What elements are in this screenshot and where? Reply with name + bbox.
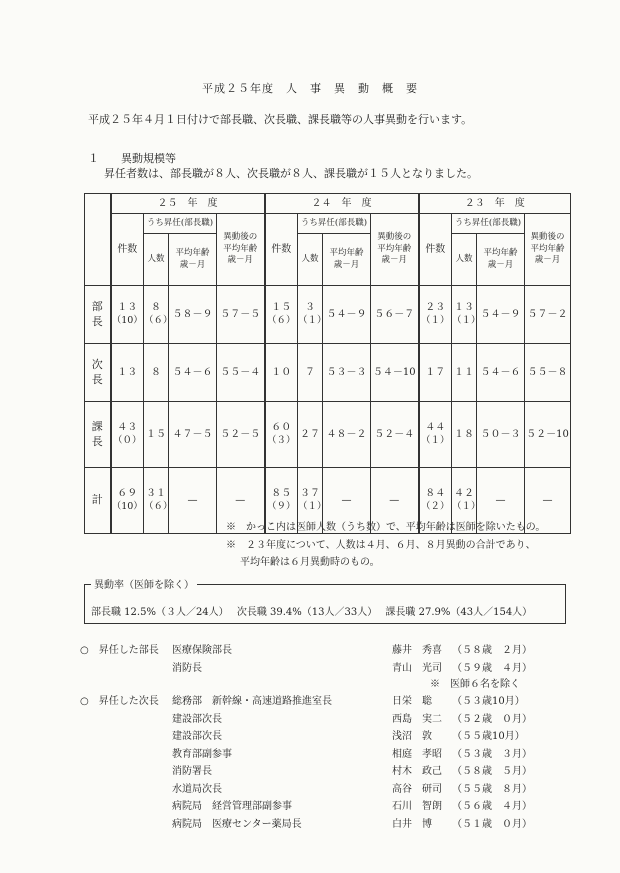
person-name: 青山 光司 <box>392 663 442 674</box>
people-header: 人数 <box>452 234 477 286</box>
people-value: ３ <box>305 302 315 314</box>
doctor-count: （10） <box>111 500 143 512</box>
doctor-count: （１） <box>420 434 450 446</box>
person-age: （５６歳 ４月） <box>452 801 532 812</box>
transfer-rate-title: 異動率（医師を除く） <box>91 576 197 591</box>
people-value: １８ <box>454 428 474 440</box>
avg-after-cell: — <box>525 468 571 534</box>
avg-after-cell: — <box>217 468 265 534</box>
people-value: １５ <box>146 428 166 440</box>
avg-age-cell: ４８－２ <box>323 402 371 468</box>
count-cell <box>265 402 298 468</box>
count-value: ４４ <box>425 422 446 434</box>
people-value: ８ <box>151 366 161 378</box>
person-name: 日栄 聡 <box>392 696 432 707</box>
people-cell <box>144 402 169 468</box>
table-row <box>85 344 571 402</box>
year-header: ２３ 年 度 <box>419 194 571 214</box>
doctor-count: （６） <box>266 314 296 326</box>
table-row <box>85 402 571 468</box>
section-body: 昇任者数は、部長職が８人、次長職が８人、課長職が１５人となりました。 <box>104 167 478 180</box>
avg-age-header: 平均年齢 歳－月 <box>169 234 217 286</box>
doctor-count: （１） <box>298 500 327 512</box>
people-value: ３７ <box>300 488 320 500</box>
count-value: １３ <box>117 302 138 314</box>
person-name: 浅沼 敦 <box>392 731 432 742</box>
promo-header: うち昇任(部長職) <box>452 214 525 234</box>
person-age: （５３歳10月） <box>452 696 525 707</box>
post-title: 消防署長 <box>172 766 212 777</box>
doctor-count: （６） <box>144 500 173 512</box>
row-label: 次 長 <box>85 344 111 402</box>
person-age: （５１歳 ０月） <box>452 818 532 830</box>
person-age: （５９歳 ４月） <box>452 663 532 674</box>
person-age: （５８歳 ５月） <box>452 766 532 777</box>
post-title: 水道局次長 <box>172 783 222 795</box>
year-header: ２４ 年 度 <box>265 194 419 214</box>
note-line: ※ ２３年度について、人数は４月、６月、８月異動の合計であり、 <box>226 540 536 551</box>
count-value: ８５ <box>271 488 292 500</box>
people-cell <box>452 286 481 344</box>
people-cell <box>452 402 477 468</box>
intro-paragraph: 平成２５年４月１日付けで部長職、次長職、課長職等の人事異動を行います。 <box>88 113 473 126</box>
person-age: （５２歳 ０月） <box>452 713 532 725</box>
count-header: 件数 <box>419 214 452 286</box>
person-name: 相庭 孝昭 <box>392 748 442 760</box>
doctor-count: （１） <box>452 500 481 512</box>
person-age: （５８歳 ２月） <box>452 645 532 656</box>
count-cell <box>111 402 144 468</box>
person-age: （５５歳10月） <box>452 731 525 742</box>
people-cell <box>298 286 327 344</box>
table-row <box>85 286 571 344</box>
avg-age-cell: ５８－９ <box>169 286 217 344</box>
bucho-note: ※ 医師６名を除く <box>430 679 520 690</box>
doctor-count: （10） <box>111 314 143 326</box>
jicho-heading: ○ 昇任した次長 <box>80 696 159 707</box>
count-value: １３ <box>117 366 138 378</box>
post-title: 建設部次長 <box>172 731 222 742</box>
doctor-count: （０） <box>112 434 142 446</box>
avg-age-header: 平均年齢 歳－月 <box>477 234 525 286</box>
year-header: ２５ 年 度 <box>111 194 265 214</box>
avg-after-header: 異動後の 平均年齢 歳－月 <box>525 214 571 286</box>
bucho-heading: ○ 昇任した部長 <box>80 645 159 656</box>
count-header: 件数 <box>265 214 298 286</box>
corner-cell <box>85 194 111 286</box>
people-value: １３ <box>454 302 474 314</box>
post-title: 消防長 <box>172 663 202 674</box>
count-cell <box>265 344 298 402</box>
count-cell <box>419 286 452 344</box>
count-cell <box>419 344 452 402</box>
promo-header: うち昇任(部長職) <box>298 214 371 234</box>
avg-after-cell: ５２－10 <box>525 402 571 468</box>
count-cell <box>111 468 144 534</box>
person-name: 藤井 秀喜 <box>392 645 442 656</box>
person-name: 高谷 研司 <box>392 783 442 795</box>
page-title: 平成２５年度 人 事 異 動 概 要 <box>202 82 418 95</box>
doctor-count: （２） <box>420 500 450 512</box>
people-value: ４２ <box>454 488 474 500</box>
count-value: １０ <box>271 366 292 378</box>
avg-after-cell: ５２－５ <box>217 402 265 468</box>
avg-age-cell: ５４－９ <box>477 286 525 344</box>
avg-after-header: 異動後の 平均年齢 歳－月 <box>371 214 419 286</box>
avg-after-cell: ５２－４ <box>371 402 419 468</box>
avg-age-cell: ５４－９ <box>323 286 371 344</box>
count-value: １７ <box>425 366 446 378</box>
people-value: ３１ <box>146 488 166 500</box>
people-header: 人数 <box>298 234 323 286</box>
people-cell <box>298 344 323 402</box>
person-name: 村木 政己 <box>392 766 442 777</box>
avg-age-cell: ５３－３ <box>323 344 371 402</box>
row-label: 課 長 <box>85 402 111 468</box>
people-value: ７ <box>305 366 315 378</box>
avg-after-header: 異動後の 平均年齢 歳－月 <box>217 214 265 286</box>
count-value: １５ <box>271 302 292 314</box>
doctor-count: （１） <box>298 314 327 326</box>
personnel-table <box>84 193 571 534</box>
people-value: １１ <box>454 366 474 378</box>
avg-after-cell: ５５－８ <box>525 344 571 402</box>
person-name: 白井 博 <box>392 818 432 830</box>
count-value: ４３ <box>117 422 138 434</box>
count-cell <box>419 402 452 468</box>
doctor-count: （１） <box>420 314 450 326</box>
transfer-rate-box <box>84 580 566 624</box>
post-title: 総務部 新幹線・高速道路推進室長 <box>172 696 332 707</box>
people-cell <box>144 286 173 344</box>
avg-age-cell: — <box>323 468 371 534</box>
people-cell <box>452 344 477 402</box>
people-value: ２７ <box>300 428 320 440</box>
avg-age-cell: — <box>477 468 525 534</box>
count-value: ８４ <box>425 488 446 500</box>
note-line: 平均年齢は６月異動時のもの。 <box>240 557 380 568</box>
person-age: （５５歳 ８月） <box>452 783 532 795</box>
doctor-count: （６） <box>144 314 173 326</box>
doctor-count: （９） <box>266 500 296 512</box>
count-value: ２３ <box>425 302 446 314</box>
person-age: （５３歳 ３月） <box>452 748 532 760</box>
avg-age-cell: ５４－６ <box>477 344 525 402</box>
count-value: ６０ <box>271 422 292 434</box>
people-cell <box>144 344 169 402</box>
doctor-count: （１） <box>452 314 481 326</box>
count-value: ６９ <box>117 488 138 500</box>
transfer-rate-text: 部長職 12.5%（３人／24人） 次長職 39.4%（13人／33人） 課長職 27.9%（43人／154人） <box>91 607 533 618</box>
avg-age-cell: — <box>169 468 217 534</box>
count-header: 件数 <box>111 214 144 286</box>
post-title: 病院局 医療センター薬局長 <box>172 818 302 830</box>
promo-header: うち昇任(部長職) <box>144 214 217 234</box>
avg-age-cell: ５０－３ <box>477 402 525 468</box>
section-heading: １ 異動規模等 <box>88 152 176 165</box>
count-cell <box>111 286 144 344</box>
post-title: 病院局 経営管理部副参事 <box>172 801 292 812</box>
post-title: 医療保険部長 <box>172 645 232 656</box>
count-cell <box>265 286 298 344</box>
avg-after-cell: — <box>371 468 419 534</box>
avg-after-cell: ５４－10 <box>371 344 419 402</box>
avg-age-header: 平均年齢 歳－月 <box>323 234 371 286</box>
person-name: 西島 実二 <box>392 713 442 725</box>
doctor-count: （３） <box>266 434 296 446</box>
people-value: ８ <box>151 302 161 314</box>
people-cell <box>298 402 323 468</box>
avg-age-cell: ４７－５ <box>169 402 217 468</box>
person-name: 石川 智朗 <box>392 801 442 812</box>
people-cell <box>144 468 173 534</box>
row-label: 部 長 <box>85 286 111 344</box>
count-cell <box>111 344 144 402</box>
avg-after-cell: ５６－７ <box>371 286 419 344</box>
post-title: 教育部副参事 <box>172 748 232 760</box>
row-label: 計 <box>85 468 111 534</box>
avg-age-cell: ５４－６ <box>169 344 217 402</box>
avg-after-cell: ５５－４ <box>217 344 265 402</box>
people-header: 人数 <box>144 234 169 286</box>
avg-after-cell: ５７－２ <box>525 286 571 344</box>
note-line: ※ かっこ内は医師人数（うち数）で、平均年齢は医師を除いたもの。 <box>226 522 546 533</box>
post-title: 建設部次長 <box>172 713 222 725</box>
avg-after-cell: ５７－５ <box>217 286 265 344</box>
